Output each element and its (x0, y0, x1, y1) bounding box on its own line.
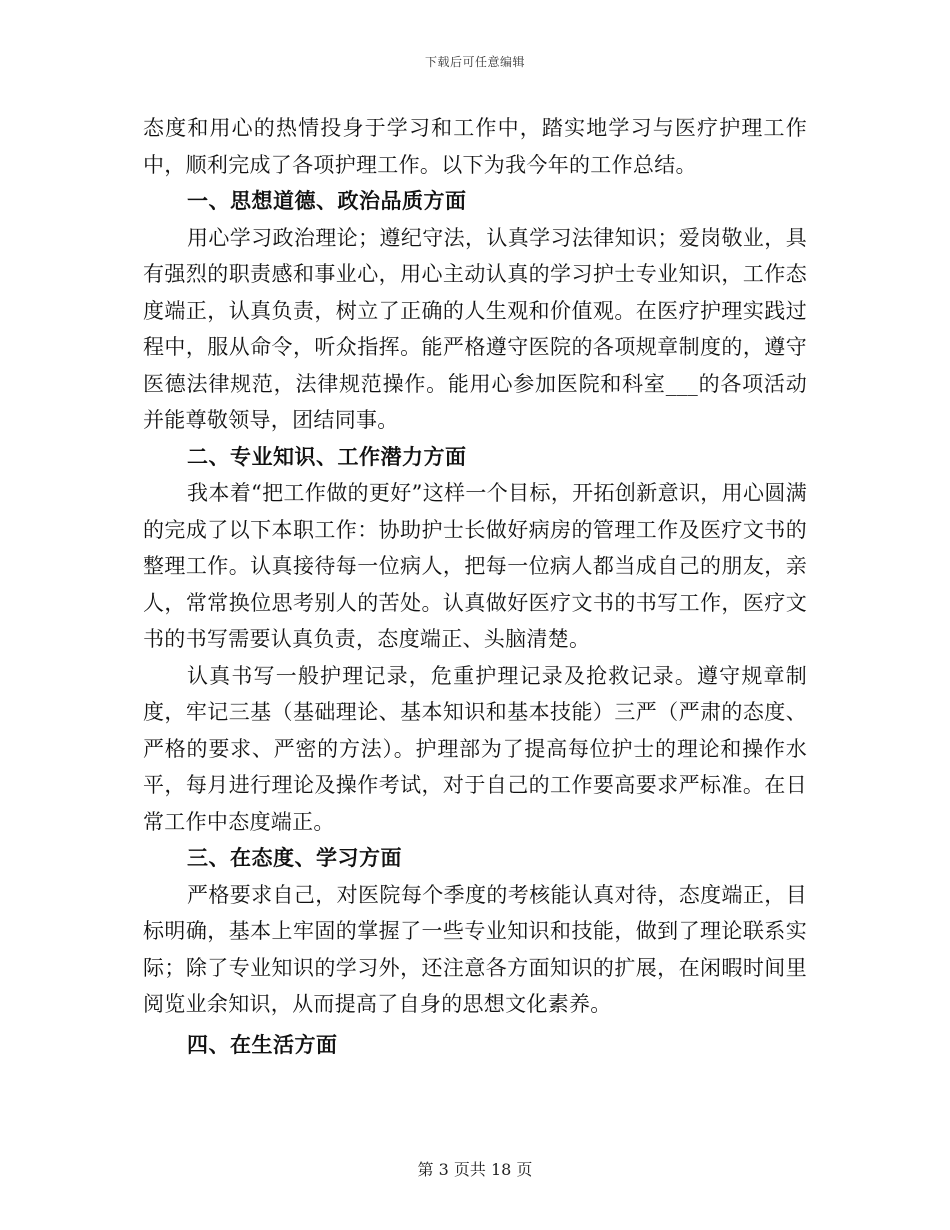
document-body (143, 110, 807, 1063)
page-number: 第 3 页共 18 页 (417, 1160, 533, 1179)
section-heading-2: 二、专业知识、工作潜力方面 (187, 444, 467, 469)
section-3-paragraph: 严格要求自己，对医院每个季度的考核能认真对待，态度端正，目标明确，基本上牢固的掌握了一些专业知识和技能，做到了理论联系实际；除了专业知识的学习外，还注意各方面知识的扩展，在闲暇时间里阅览业余知识，从而提高了自身的思想文化素养。 (143, 882, 807, 1016)
section-heading-3: 三、在态度、学习方面 (187, 846, 402, 870)
section-2-paragraph-2: 认真书写一般护理记录，危重护理记录及抢救记录。遵守规章制度，牢记三基（基础理论、基本知识和基本技能）三严（严肃的态度、严格的要求、严密的方法）。护理部为了提高每位护士的理论和操作水平，每月进行理论及操作考试，对于自己的工作要高要求严标准。在日常工作中态度端正。 (143, 663, 807, 834)
section-heading-4: 四、在生活方面 (187, 1032, 338, 1057)
section-1-paragraph: 用心学习政治理论；遵纪守法，认真学习法律知识；爱岗敬业，具有强烈的职责感和事业心，用心主动认真的学习护士专业知识，工作态度端正，认真负责，树立了正确的人生观和价值观。在医疗护理实践过程中，服从命令，听众指挥。能严格遵守医院的各项规章制度的，遵守医德法律规范，法律规范操作。能用心参加医院和科室___的各项活动并能尊敬领导，团结同事。 (143, 225, 807, 432)
section-heading-1: 一、思想道德、政治品质方面 (187, 189, 467, 213)
header-note: 下载后可任意编辑 (424, 55, 525, 69)
section-2-paragraph-1: 我本着“把工作做的更好”这样一个目标，开拓创新意识，用心圆满的完成了以下本职工作：协助护士长做好病房的管理工作及医疗文书的整理工作。认真接待每一位病人，把每一位病人都当成自己的朋友，亲人，常常换位思考别人的苦处。认真做好医疗文书的书写工作，医疗文书的书写需要认真负责，态度端正、头脑清楚。 (143, 481, 807, 651)
intro-paragraph: 态度和用心的热情投身于学习和工作中，踏实地学习与医疗护理工作中，顺利完成了各项护理工作。以下为我今年的工作总结。 (143, 116, 807, 177)
